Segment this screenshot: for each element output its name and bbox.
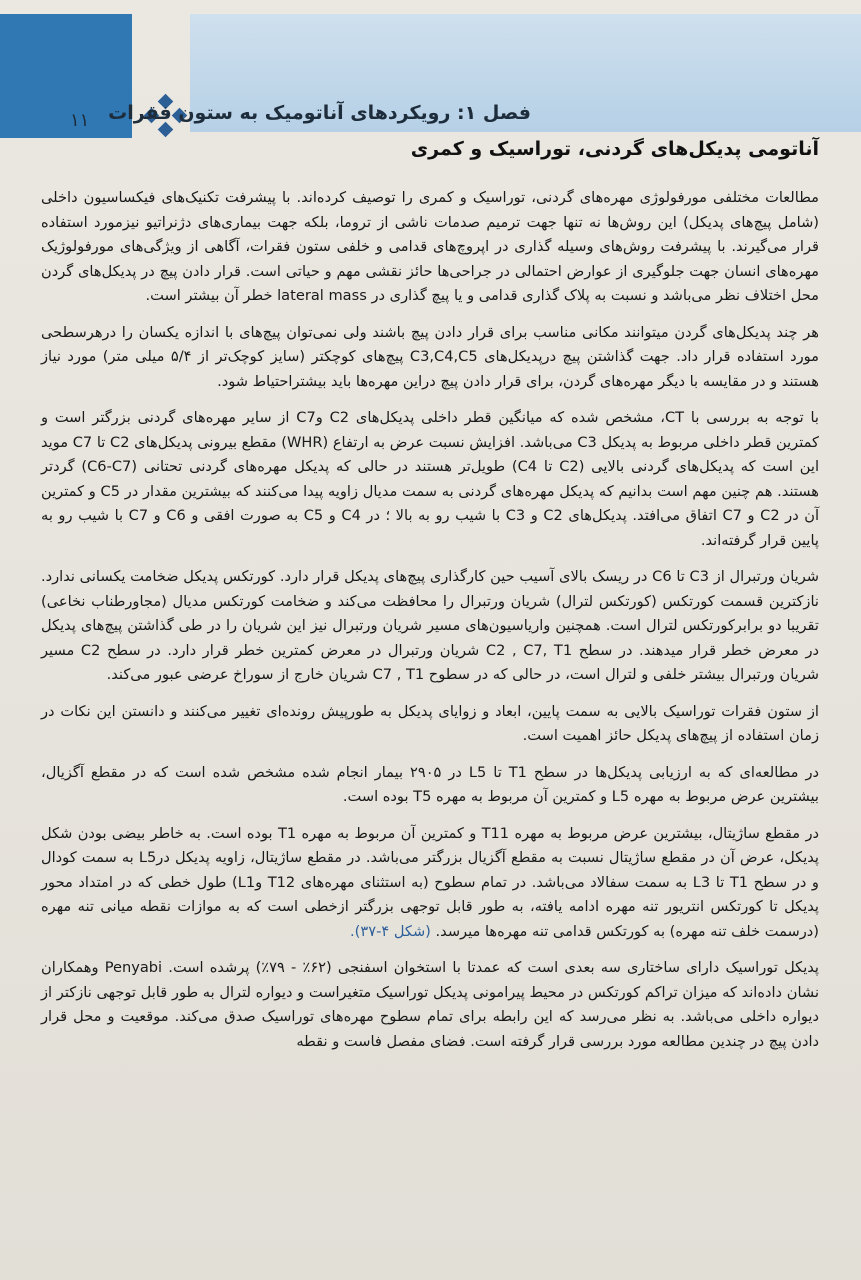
paragraph-with-figure-ref: [41, 822, 819, 945]
paragraph-text: در مقطع ساژیتال، بیشترین عرض مربوط به مهره T11 و کمترین آن مربوط به مهره T1 بوده است. به خاطر بیضی بودن شکل پدیکل، عرض آن در مقطع ساژیتال نسبت به مقطع آگزیال بزرگتر می‌باشد. در مقطع ساژیتال، زاویه پدیکل درL5 به سمت کودال و در سطح T1 تا L3 به سمت سفالاد می‌باشد. در تمام سطوح (به استثنای مهره‌های T12 وL1) طول خطی که در امتداد محور پدیکل تا کورتکس انتریور تنه مهره ادامه یافته، به طور قابل توجهی بزرگتر ازخطی است که به موازات نقطه میانی تنه مهره (درسمت خلف تنه مهره) به کورتکس قدامی تنه مهره‌ها میرسد.: [41, 824, 820, 940]
page-number: ۱۱: [70, 110, 90, 131]
body-text: [41, 186, 819, 1066]
paragraph: شریان ورتبرال از C3 تا C6 در ریسک بالای آسیب حین کارگذاری پیچ‌های پدیکل قرار دارد. کورتکس پدیکل ضخامت یکسانی ندارد. نازکترین قسمت کورتکس (کورتکس لترال) شریان ورتبرال را محافظت می‌کند و ضخامت کورتکس مدیال (مجاورطناب نخاعی) تقریبا دو برابرکورتکس لترال است. همچنین واریاسیون‌های مسیر شریان ورتبرال نیز این شریان را در طی گذاشتن پیچ‌های پدیکل در معرض خطر قرار میدهند. در سطح C2 , C7, T1 شریان ورتبرال در معرض کمترین خطر قرار دارد. در سطح C2 مسیر شریان ورتبرال بیشتر خلفی و لترال است، در حالی که در سطوح C7 , T1 شریان خارج از سوراخ عرضی عبور می‌کند.: [41, 568, 819, 683]
paragraph: در مطالعه‌ای که به ارزیابی پدیکل‌ها در سطح T1 تا L5 در ۲۹۰۵ بیمار انجام شده مشخص شده است که در مقطع آگزیال، بیشترین عرض مربوط به مهره L5 و کمترین آن مربوط به مهره T5 بوده است.: [41, 763, 819, 805]
section-heading: آناتومی پدیکل‌های گردنی، توراسیک و کمری: [410, 138, 819, 160]
paragraph: مطالعات مختلفی مورفولوژی مهره‌های گردنی، توراسیک و کمری را توصیف کرده‌اند. با پیشرفت تکنیک‌های فیکساسیون داخلی (شامل پیچ‌های پدیکل) این روش‌ها نه تنها جهت ترمیم صدمات ناشی از تروما، بلکه جهت بیماری‌های دژنراتیو نیزمورد استفاده قرار می‌گیرند. با پیشرفت روش‌های وسیله گذاری در اپروچ‌های قدامی و خلفی ستون فقرات، آگاهی از ویژگی‌های مورفولوژیک مهره‌های انسان جهت جلوگیری از عوارض احتمالی در جراحی‌ها حائز نقشی مهم و حیاتی است. قرار دادن پیچ در پدیکل‌های گردن محل اختلاف نظر می‌باشد و نسبت به پلاک گذاری قدامی و یا پیچ گذاری در lateral mass خطر آن بیشتر است.: [41, 189, 819, 304]
chapter-title: فصل ۱: رویکردهای آناتومیک به ستون فقرات: [108, 102, 531, 124]
paragraph: از ستون فقرات توراسیک بالایی به سمت پایین، ابعاد و زوایای پدیکل به طورپیش رونده‌ای تغییر می‌کنند و دانستن این نکات در زمان استفاده از پیچ‌های پدیکل حائز اهمیت است.: [41, 702, 819, 744]
paragraph: پدیکل توراسیک دارای ساختاری سه بعدی است که عمدتا با استخوان اسفنجی (۶۲٪ - ۷۹٪) پرشده است. Penyabi وهمکاران نشان داده‌اند که میزان تراکم کورتکس در محیط پیرامونی پدیکل توراسیک متغیراست و دیواره لترال به طور قابل توجهی نازکتر از دیواره داخلی می‌باشد. به نظر می‌رسد که این رابطه برای تمام سطوح مهره‌های توراسیک صدق می‌کند. موقعیت و محل قرار دادن پیچ در چندین مطالعه مورد بررسی قرار گرفته است. فضای مفصل فاست و نقطه: [41, 959, 819, 1050]
figure-reference-link[interactable]: (شکل ۴-۳۷).: [350, 922, 431, 940]
paragraph: هر چند پدیکل‌های گردن میتوانند مکانی مناسب برای قرار دادن پیچ باشند ولی نمی‌توان پیچ‌های با اندازه یکسان را درهرسطحی مورد استفاده قرار داد. جهت گذاشتن پیچ درپدیکل‌های C3,C4,C5 پیچ‌های کوچکتر (سایز کوچک‌تر از ۵/۴ میلی متر) مورد نیاز هستند و در مقایسه با دیگر مهره‌های گردن، برای قرار دادن پیچ دراین مهره‌ها باید بیشتراحتیاط شود.: [41, 323, 820, 390]
paragraph: با توجه به بررسی با CT، مشخص شده که میانگین قطر داخلی پدیکل‌های C2 وC7 از سایر مهره‌های گردنی بزرگتر است و کمترین قطر داخلی مربوط به پدیکل C3 می‌باشد. افزایش نسبت عرض به ارتفاع (WHR) مقطع بیرونی پدیکل‌های C2 تا C7 موید این است که پدیکل‌های گردنی بالایی (C2 تا C4) طویل‌تر هستند در حالی که پدیکل مهره‌های گردنی تحتانی (C6-C7) گردتر هستند. هم چنین مهم است بدانیم که پدیکل مهره‌های گردنی به سمت مدیال زاویه پیدا می‌کنند که بیشترین مقدار در C5 و کمترین آن در C2 و C7 اتفاق می‌افتد. پدیکل‌های C2 و C3 با شیب رو به بالا ؛ در C4 و C5 به صورت افقی و C6 و C7 با شیب رو به پایین قرار گرفته‌اند.: [41, 409, 820, 549]
